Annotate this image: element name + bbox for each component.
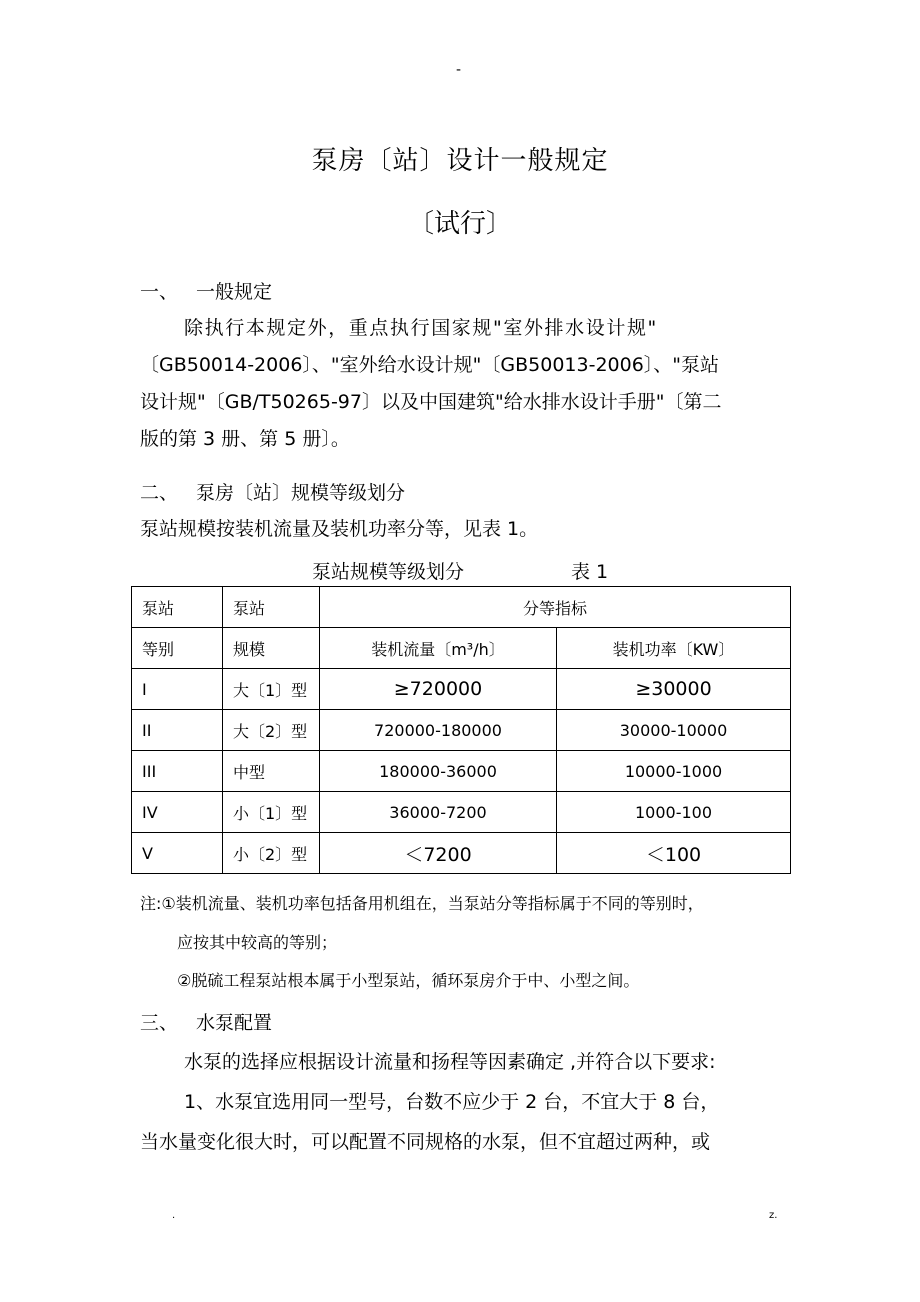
section-title: 水泵配置 [196,1012,273,1034]
power-cell: 10000-1000 [557,751,791,792]
header-cell-power: 装机功率〔KW〕 [557,628,791,669]
document-subtitle: 〔试行〕 [407,209,512,239]
header-cell: 等别 [132,628,223,669]
paragraph-line: 版的第 3 册、第 5 册〕。 [140,428,350,450]
table-row [132,792,791,833]
power-cell: 1000-100 [557,792,791,833]
table-note-1: 注:①装机流量、装机功率包括备用机组在，当泵站分等指标属于不同的等别时， [140,894,704,913]
document-title: 泵房〔站〕设计一般规定 [311,146,609,176]
power-cell: 30000-10000 [557,710,791,751]
power-cell: ＜100 [557,833,791,874]
grade-cell: I [132,669,223,710]
header-mark: - [456,62,462,78]
power-cell: ≥30000 [557,669,791,710]
section-2-intro: 泵站规模按装机流量及装机功率分等，见表 1。 [140,518,539,540]
flow-cell: 36000-7200 [320,792,557,833]
paragraph-line: 除执行本规定外，重点执行国家规"室外排水设计规" [184,317,658,339]
grade-cell: III [132,751,223,792]
section-heading-2 [140,478,405,505]
section-number: 二、 [140,482,179,504]
grade-cell: II [132,710,223,751]
scale-cell: 中型 [223,751,320,792]
section-heading-1 [140,277,272,304]
section-title: 泵房〔站〕规模等级划分 [196,482,406,504]
footer-left-mark: . [172,1210,176,1221]
section-1-body [140,310,721,458]
section-title: 一般规定 [196,281,273,303]
table-row [132,710,791,751]
paragraph-line: 当水量变化很大时，可以配置不同规格的水泵，但不宜超过两种，或 [140,1131,711,1153]
paragraph-line: 设计规"〔GB/T50265-97〕以及中国建筑"给水排水设计手册"〔第二 [140,391,722,413]
scale-cell: 大〔1〕型 [223,669,320,710]
paragraph-line: 〔GB50014-2006〕、"室外给水设计规"〔GB50013-2006〕、"泵站 [140,354,720,376]
section-number: 一、 [140,281,179,303]
table-row [132,833,791,874]
table-header-row [132,628,791,669]
table-header-row [132,587,791,628]
header-cell-flow: 装机流量〔m³/h〕 [320,628,557,669]
paragraph-line: 水泵的选择应根据设计流量和扬程等因素确定 ,并符合以下要求: [184,1051,716,1073]
table-note-2: ②脱硫工程泵站根本属于小型泵站，循环泵房介于中、小型之间。 [177,971,640,990]
section-heading-3 [140,1008,272,1035]
header-cell: 规模 [223,628,320,669]
header-cell: 泵站 [132,587,223,628]
scale-cell: 小〔1〕型 [223,792,320,833]
scale-cell: 大〔2〕型 [223,710,320,751]
flow-cell: 720000-180000 [320,710,557,751]
scale-cell: 小〔2〕型 [223,833,320,874]
section-number: 三、 [140,1012,179,1034]
footer-right-mark: z. [769,1210,778,1221]
table-row [132,751,791,792]
paragraph-line: 1、水泵宜选用同一型号，台数不应少于 2 台，不宜大于 8 台， [184,1091,720,1113]
table-note-1-cont: 应按其中较高的等别； [177,933,338,952]
section-3-body [140,1042,719,1162]
grade-cell: V [132,833,223,874]
header-cell: 泵站 [223,587,320,628]
header-cell-group: 分等指标 [320,587,791,628]
grade-cell: IV [132,792,223,833]
table-caption: 泵站规模等级划分 [312,561,465,583]
flow-cell: ＜7200 [320,833,557,874]
table-row [132,669,791,710]
table-label: 表 1 [571,561,609,583]
flow-cell: ≥720000 [320,669,557,710]
grade-table [131,586,791,874]
flow-cell: 180000-36000 [320,751,557,792]
